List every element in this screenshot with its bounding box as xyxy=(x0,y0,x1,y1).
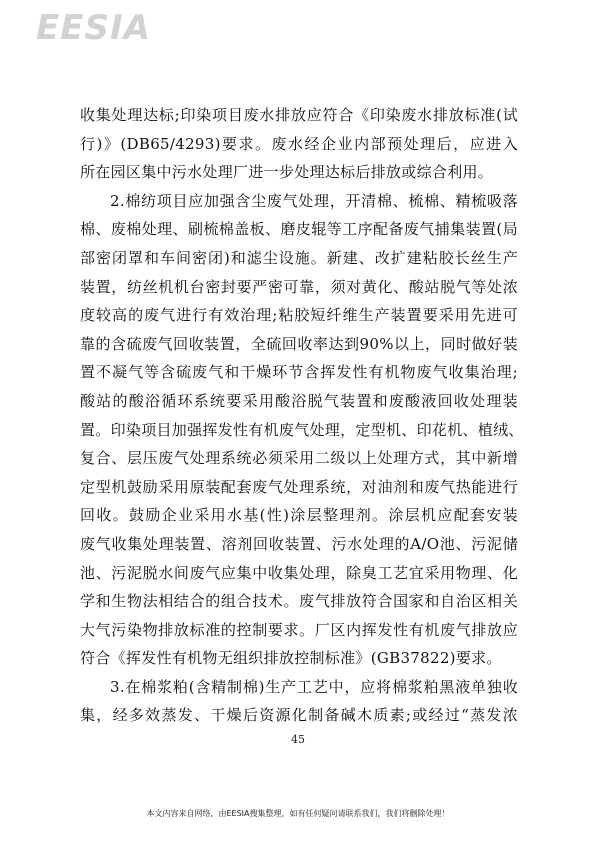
page-number: 45 xyxy=(291,733,305,746)
document-body xyxy=(80,101,524,730)
text-line: 符合《挥发性有机物无组织排放控制标准》(GB37822)要求。 xyxy=(80,649,502,668)
text-line: 酸站的酸浴循环系统要采用酸浴脱气装置和废酸液回收处理装 xyxy=(80,391,518,410)
text-line: 回收。鼓励企业采用水基(性)涂层整理剂。涂层机应配套安装 xyxy=(80,506,518,525)
text-line: 复合、层压废气处理系统必须采用二级以上处理方式，其中新增 xyxy=(80,449,518,468)
text-line: 度较高的废气进行有效治理;粘胶短纤维生产装置要采用先进可 xyxy=(80,306,518,325)
paragraph-3-start: 3.在棉浆粕(含精制棉)生产工艺中，应将棉浆粕黑液单独收 xyxy=(110,677,518,696)
text-line: 大气污染物排放标准的控制要求。厂区内挥发性有机废气排放应 xyxy=(80,620,518,639)
eesia-logo: EESIA xyxy=(36,8,151,48)
text-line: 所在园区集中污水处理厂进一步处理达标后排放或综合利用。 xyxy=(80,163,494,182)
text-line: 池、污泥脱水间废气应集中收集处理，除臭工艺宜采用物理、化 xyxy=(80,563,518,582)
text-line: 集，经多效蒸发、干燥后资源化制备碱木质素;或经过“蒸发浓 xyxy=(80,706,518,725)
text-line: 部密闭罩和车间密闭)和滤尘设施。新建、改扩建粘胶长丝生产 xyxy=(80,248,518,267)
text-line: 靠的含硫废气回收装置，全硫回收率达到90%以上，同时做好装 xyxy=(80,334,518,353)
paragraph-2-start: 2.棉纺项目应加强含尘废气处理，开清棉、梳棉、精梳吸落 xyxy=(110,191,518,210)
text-line: 装置，纺丝机机台密封要严密可靠，须对黄化、酸站脱气等处浓 xyxy=(80,277,518,296)
text-line: 收集处理达标;印染项目废水排放应符合《印染废水排放标准(试 xyxy=(80,106,518,124)
text-line: 棉、废棉处理、刷梳棉盖板、磨皮辊等工序配备废气捕集装置(局 xyxy=(80,220,518,239)
text-line: 行)》(DB65/4293)要求。废水经企业内部预处理后，应进入 xyxy=(80,134,518,153)
text-line: 定型机鼓励采用原装配套废气处理系统，对油剂和废气热能进行 xyxy=(80,477,518,496)
text-line: 置。印染项目加强挥发性有机废气处理，定型机、印花机、植绒、 xyxy=(80,420,524,439)
text-line: 学和生物法相结合的组合技术。废气排放符合国家和自治区相关 xyxy=(80,592,518,611)
footer-disclaimer: 本文内容来自网络，由EESIA搜集整理，如有任何疑问请联系我们，我们将删除处理！ xyxy=(146,809,450,818)
text-line: 废气收集处理装置、溶剂回收装置、污水处理的A/O池、污泥储 xyxy=(80,534,518,553)
text-line: 置不凝气等含硫废气和干燥环节含挥发性有机物废气收集治理; xyxy=(80,363,518,382)
